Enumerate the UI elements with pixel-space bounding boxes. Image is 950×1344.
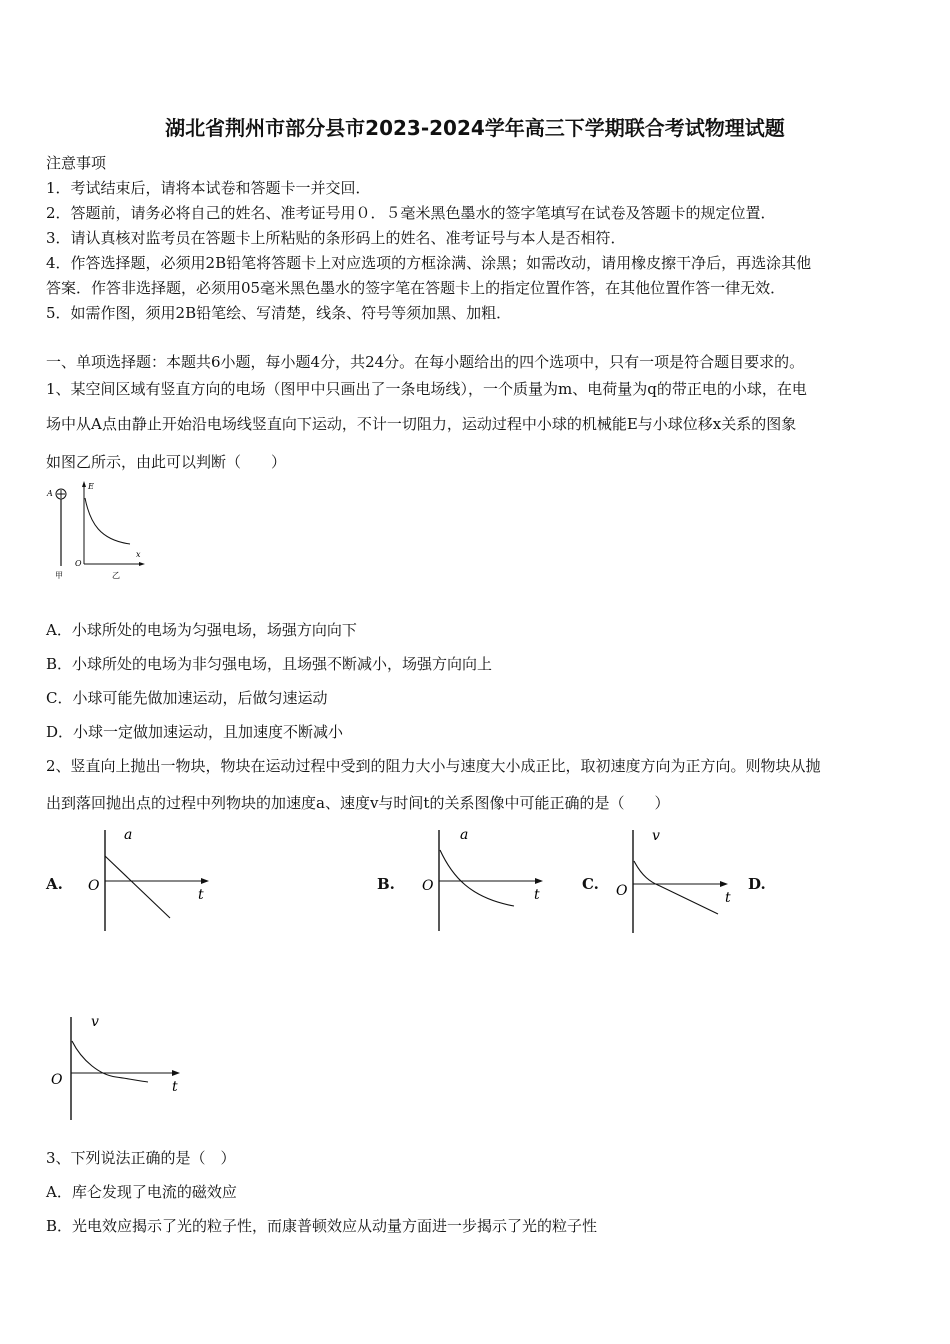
fig-yi: 乙 <box>112 571 120 580</box>
q1-figure <box>46 478 156 584</box>
q2-option-c-graph <box>612 826 744 936</box>
fig-a-label: A <box>47 489 53 498</box>
notice-item: 1．考试结束后，请将本试卷和答题卡一并交回． <box>46 179 371 197</box>
q1-option-c: C．小球可能先做加速运动，后做匀速运动 <box>46 689 328 707</box>
fig-o-label: O <box>75 559 82 568</box>
q2-option-d-label: D. <box>748 875 766 893</box>
question-1-line: 1、某空间区域有竖直方向的电场（图甲中只画出了一条电场线），一个质量为m、电荷量为q的带正电的小球，在电 <box>46 380 807 398</box>
q2-option-a-graph <box>84 826 214 934</box>
origin-label: O <box>88 878 100 894</box>
fig-jia: 甲 <box>55 571 63 580</box>
question-3-stem: 3、下列说法正确的是（ ） <box>46 1149 236 1167</box>
q2-option-b-graph <box>418 826 548 936</box>
graph-line <box>105 856 170 918</box>
notice-heading: 注意事项 <box>46 154 107 172</box>
q2-option-d-graph <box>48 1013 188 1123</box>
q1-option-b: B．小球所处的电场为非匀强电场，且场强不断减小，场强方向向上 <box>46 655 493 673</box>
origin-label: O <box>616 883 628 899</box>
q3-option-a: A．库仑发现了电流的磁效应 <box>46 1183 237 1201</box>
fig-x-label: x <box>136 550 141 559</box>
y-axis-label: a <box>460 827 469 843</box>
notice-item: 2．答题前，请务必将自己的姓名、准考证号用０．５毫米黑色墨水的签字笔填写在试卷及答题卡的规定位置． <box>46 204 776 222</box>
graph-curve <box>72 1041 148 1082</box>
q2-option-a-label: A. <box>46 875 63 893</box>
origin-label: O <box>51 1072 63 1088</box>
question-2-line: 2、竖直向上抛出一物块，物块在运动过程中受到的阻力大小与速度大小成正比，取初速度方向为正方向。则物块从抛 <box>46 757 821 775</box>
graph-curve <box>440 850 514 906</box>
q1-option-a: A．小球所处的电场为匀强电场，场强方向向下 <box>46 621 357 639</box>
x-axis-label: t <box>172 1079 178 1095</box>
question-1-line: 场中从A点由静止开始沿电场线竖直向下运动，不计一切阻力，运动过程中小球的机械能E与小球位移x关系的图象 <box>46 415 797 433</box>
notice-item: 5．如需作图，须用2B铅笔绘、写清楚，线条、符号等须加黑、加粗． <box>46 304 512 322</box>
origin-label: O <box>422 878 434 894</box>
q2-option-b-label: B. <box>377 875 395 893</box>
q3-option-b: B．光电效应揭示了光的粒子性，而康普顿效应从动量方面进一步揭示了光的粒子性 <box>46 1217 598 1235</box>
section-heading: 一、单项选择题：本题共6小题，每小题4分，共24分。在每小题给出的四个选项中，只有一项是符合题目要求的。 <box>46 353 805 371</box>
question-1-line: 如图乙所示，由此可以判断（ ） <box>46 453 287 471</box>
graph-curve <box>634 861 718 914</box>
page-title: 湖北省荆州市部分县市2023-2024学年高三下学期联合考试物理试题 <box>165 116 785 140</box>
y-axis-label: v <box>91 1014 99 1030</box>
fig-e-label: E <box>88 482 94 491</box>
y-axis-label: v <box>652 828 660 844</box>
x-axis-label: t <box>198 887 204 903</box>
q2-option-c-label: C. <box>582 875 599 893</box>
e-x-curve <box>85 498 130 544</box>
question-2-line: 出到落回抛出点的过程中列物块的加速度a、速度v与时间t的关系图像中可能正确的是（ ） <box>46 794 670 812</box>
y-axis-label: a <box>124 827 133 843</box>
q1-option-d: D．小球一定做加速运动，且加速度不断减小 <box>46 723 344 741</box>
x-axis-label: t <box>534 887 540 903</box>
x-axis-label: t <box>725 890 731 906</box>
notice-item: 答案．作答非选择题，必须用05毫米黑色墨水的签字笔在答题卡上的指定位置作答，在其他位置作答一律无效． <box>46 279 786 297</box>
notice-item: 4．作答选择题，必须用2B铅笔将答题卡上对应选项的方框涂满、涂黑；如需改动，请用橡皮擦干净后，再选涂其他 <box>46 254 812 272</box>
notice-item: 3．请认真核对监考员在答题卡上所粘贴的条形码上的姓名、准考证号与本人是否相符． <box>46 229 626 247</box>
